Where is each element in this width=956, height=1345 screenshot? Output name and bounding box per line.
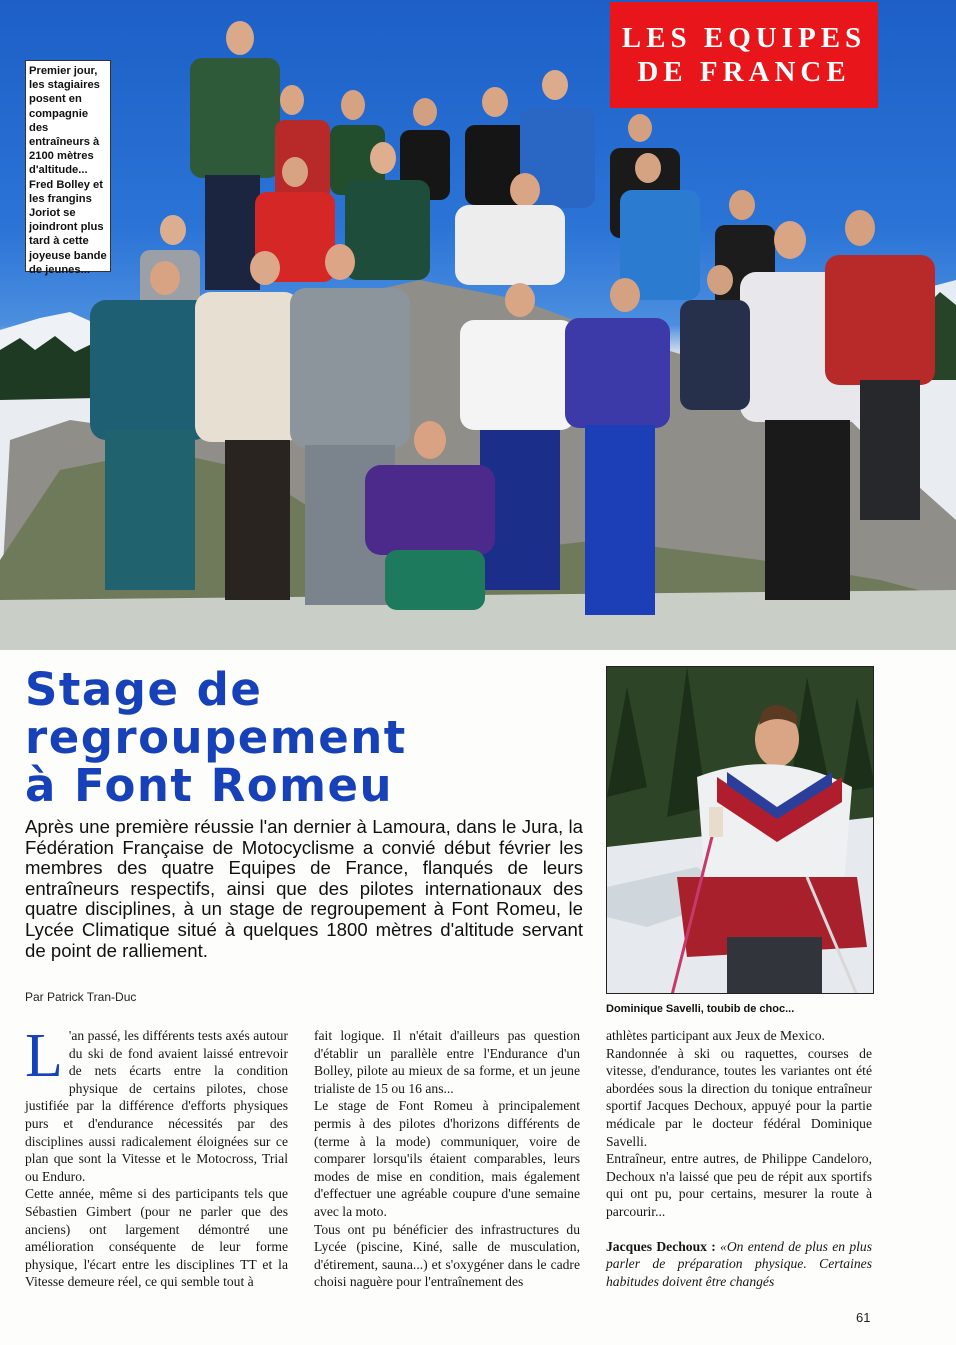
article-column-2 (314, 1027, 580, 1291)
title-line-3: à Font Romeu (25, 759, 394, 812)
paragraph-text: 'an passé, les différents tests axés autour du ski de fond avaient laissé entrevoir de nets écarts entre la condition physique de certains pilotes, chose justifiée par la différence d'efforts physiques purs et d'endurance nécessités par des disciplines aussi radicalement éloignées sur ce plan que sont la Vitesse et le Motocross, Trial ou Enduro. (25, 1028, 288, 1184)
article-column-3 (606, 1027, 872, 1290)
paragraph: Le stage de Font Romeu à principalement permis à des pilotes d'horizons différents de (terme à la mode) communiquer, voire de comparer lorsqu'ils étaient comparables, leurs modes de mise en condition, mais également d'effectuer une agréable coupure d'une semaine avec la moto. (314, 1098, 580, 1219)
paragraph: Randonnée à ski ou raquettes, courses de vitesse, d'endurance, toutes les variantes ont été abordées sous la direction du tonique entraîneur sportif Jacques Dechoux, appuyé pour la partie médicale par le docteur fédéral Dominique Savelli. (606, 1045, 872, 1149)
side-photo-caption: Dominique Savelli, toubib de choc... (606, 1003, 795, 1015)
hero-photo (0, 0, 956, 650)
page-number: 61 (856, 1310, 871, 1325)
article-title (25, 663, 585, 812)
article-column-1 (25, 1022, 288, 1291)
title-line-2: regroupement (25, 711, 407, 764)
paragraph: athlètes participant aux Jeux de Mexico. (606, 1028, 825, 1043)
banner-line-2: DE FRANCE (637, 56, 851, 88)
side-photo (606, 666, 874, 994)
section-banner (610, 2, 878, 108)
paragraph (25, 1022, 288, 1185)
paragraph: Cette année, même si des participants tels que Sébastien Gimbert (pour ne parler que des anciens) ont largement démontré une amélioration conséquente de leur forme physique, l'écart entre les disciplines TT et la Vitesse demeure réel, ce qui semble tout à (25, 1186, 288, 1290)
banner-line-1: LES EQUIPES (621, 22, 867, 54)
paragraph: Entraîneur, entre autres, de Philippe Candeloro, Dechoux n'a laissé que peu de répit aux sportifs qui ont pu, pour certains, mesurer la route à parcourir... (606, 1151, 872, 1219)
skier-photo-illustration (607, 667, 874, 994)
quote-speaker: Jacques Dechoux : (606, 1238, 716, 1254)
article-intro: Après une première réussie l'an dernier à Lamoura, dans le Jura, la Fédération Française de Motocyclisme a convié début février les membres des quatre Equipes de France, flanqués de leurs entraîneurs respectifs, ainsi que des pilotes internationaux des quatre disciplines, à un stage de regroupement à Font Romeu, le Lycée Climatique situé à quelques 1800 mètres d'altitude servant de point de ralliement. (25, 816, 583, 961)
drop-cap: L (25, 1022, 63, 1090)
quote-text: «On entend de plus en plus parler de préparation physique. Certaines habitudes doivent être changés (606, 1238, 873, 1289)
paragraph: Tous ont pu bénéficier des infrastructures du Lycée (piscine, Kiné, salle de musculation, d'étirement, sauna...) et s'oxygéner dans le cadre choisi naguère pour l'entraînement des (314, 1221, 580, 1290)
quote-paragraph (606, 1238, 872, 1291)
hero-photo-caption: Premier jour, les stagiaires posent en compagnie des entraîneurs à 2100 mètres d'altitude... Fred Bolley et les frangins Joriot se joindront plus tard à cette joyeuse bande de jeunes... (25, 60, 111, 272)
title-line-1: Stage de (25, 663, 263, 716)
byline: Par Patrick Tran-Duc (25, 990, 137, 1004)
paragraph: fait logique. Il n'était d'ailleurs pas question d'établir un parallèle entre l'Endurance d'un Bolley, pilote au mieux de sa forme, et un jeune trialiste de 15 ou 16 ans... (314, 1028, 580, 1096)
